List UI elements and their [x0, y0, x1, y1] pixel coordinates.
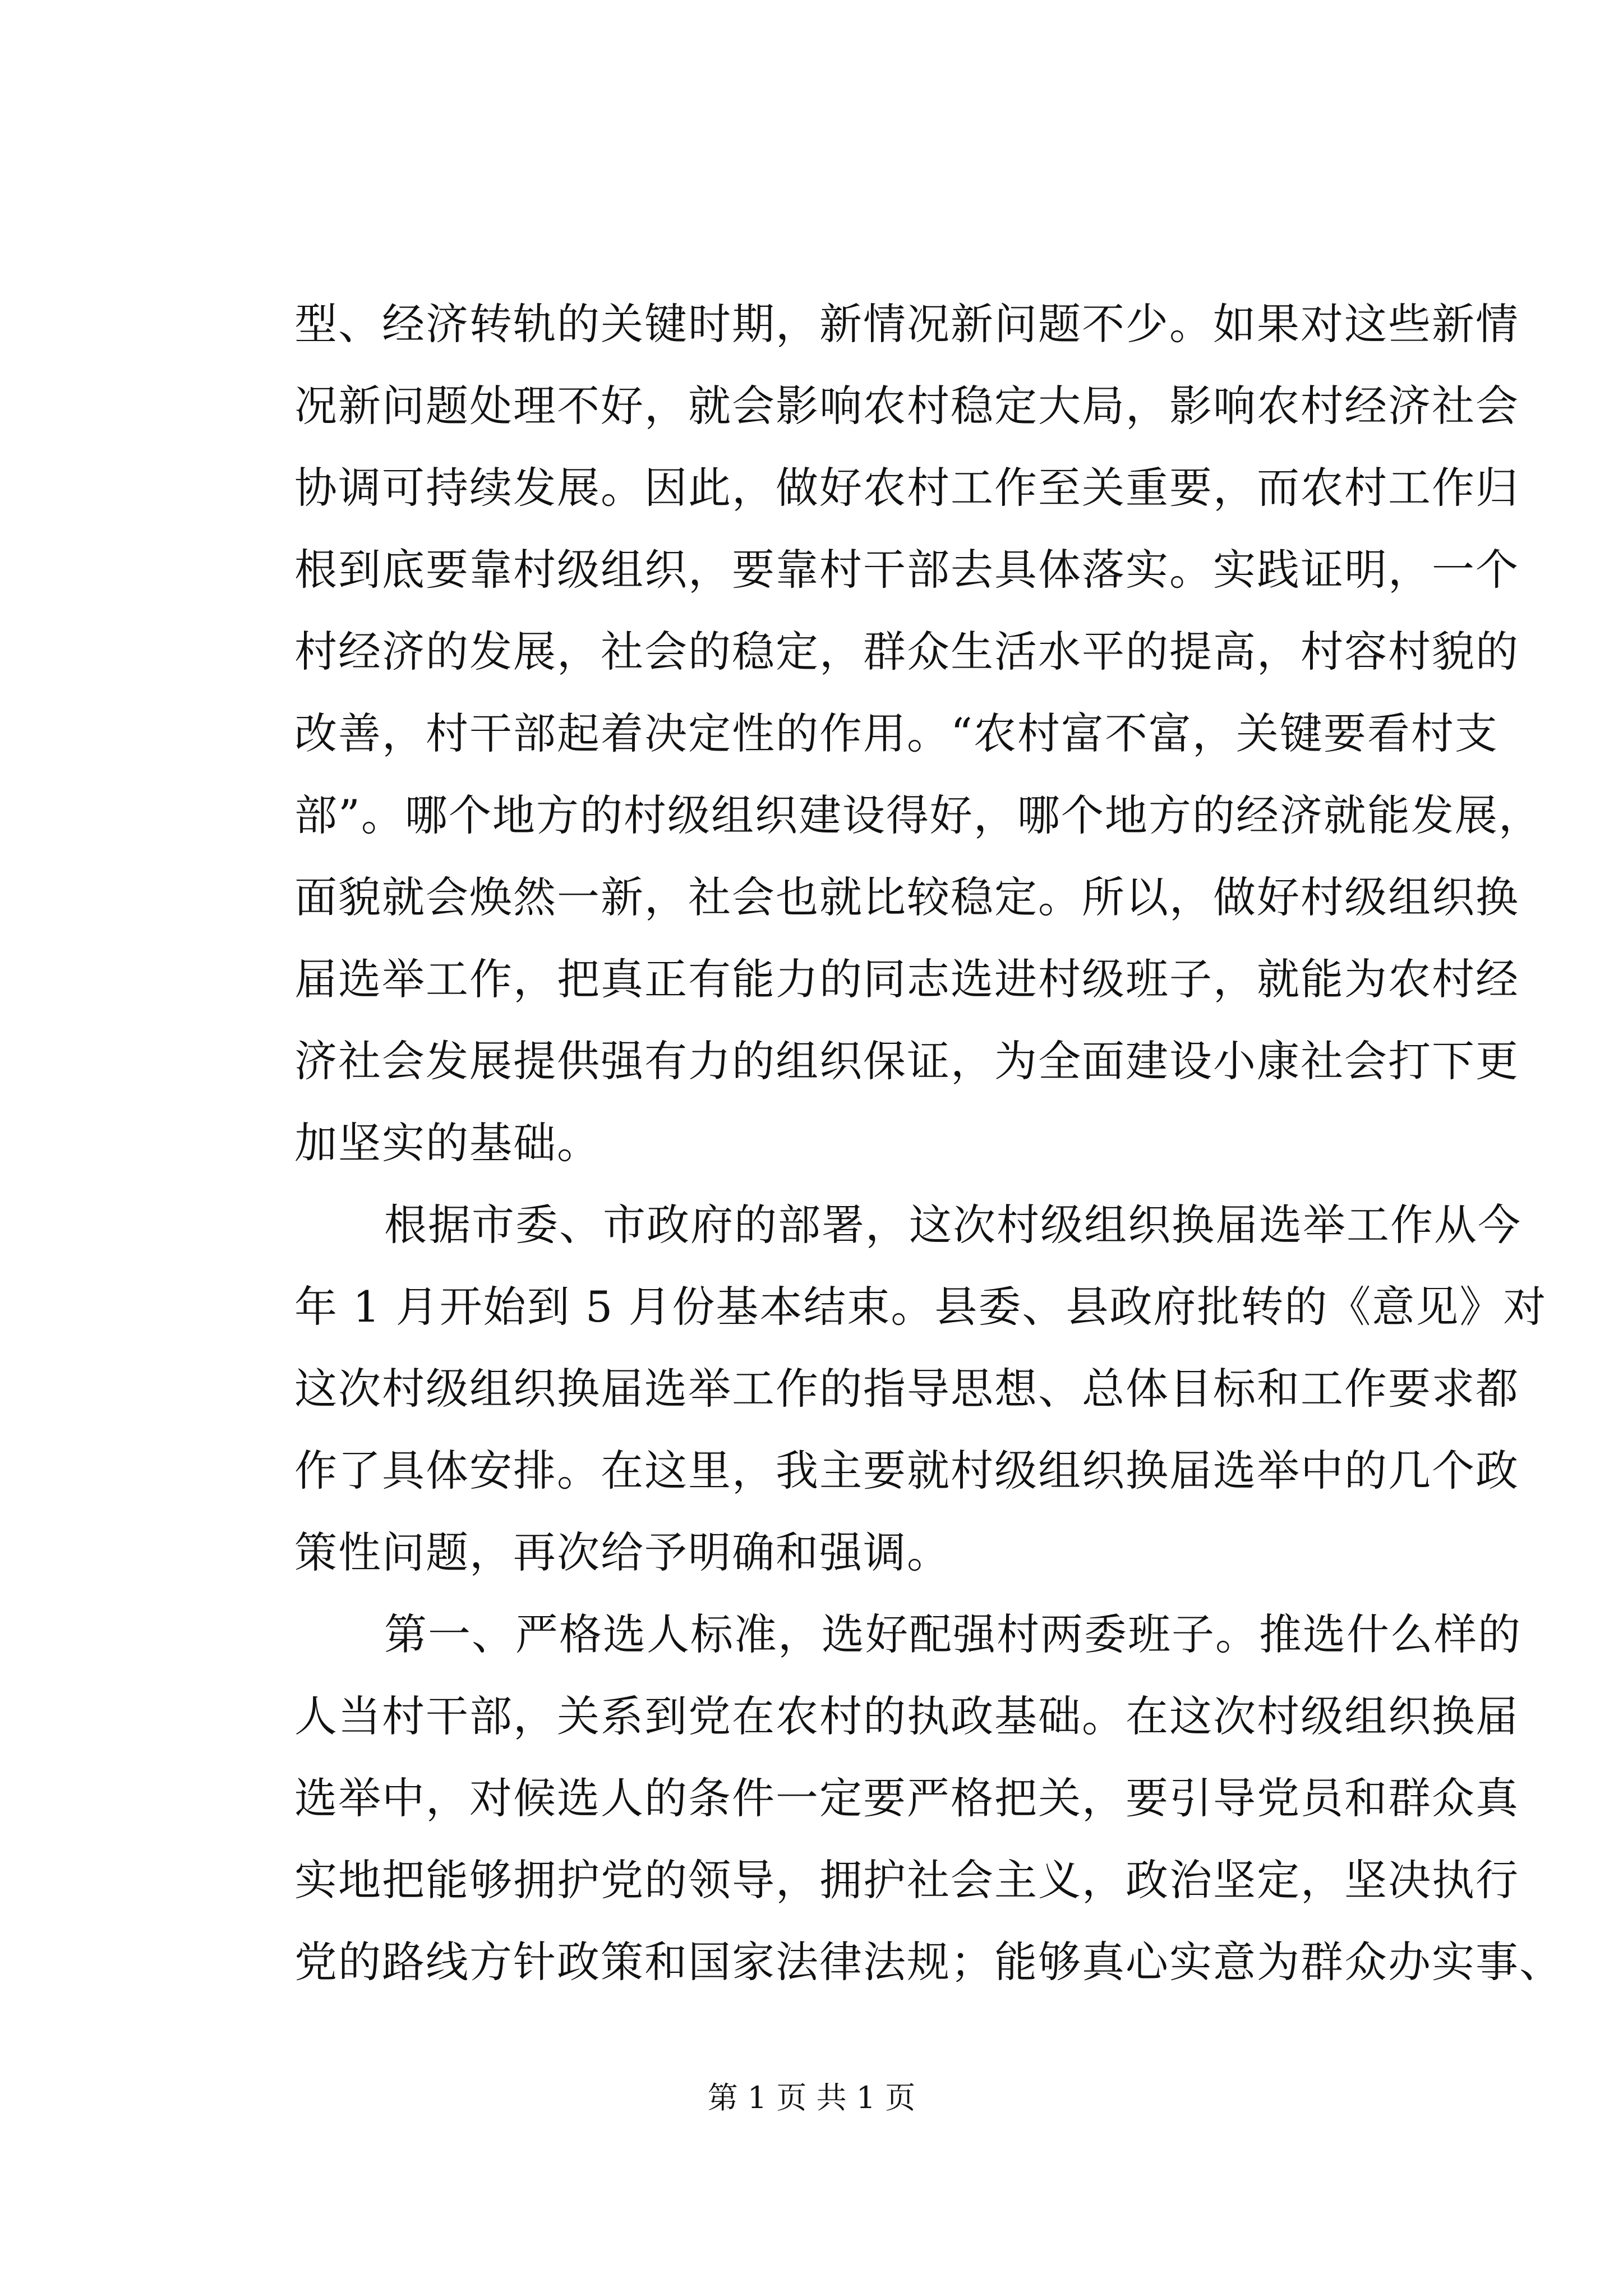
- text-line: 实地把能够拥护党的领导，拥护社会主义，政治坚定，坚决执行: [294, 1855, 1519, 1905]
- paragraph-3: [294, 1594, 1563, 2003]
- paragraph-1: [294, 283, 1542, 1184]
- text-line: 况新问题处理不好，就会影响农村稳定大局，影响农村经济社会: [294, 381, 1519, 431]
- text-line: 改善，村干部起着决定性的作用。“农村富不富，关键要看村支: [294, 708, 1498, 758]
- text-line: 第一、严格选人标准，选好配强村两委班子。推选什么样的: [384, 1609, 1521, 1659]
- text-line: 年 1 月开始到 5 月份基本结束。县委、县政府批转的《意见》对: [294, 1282, 1547, 1332]
- page-number-label: 第 1 页 共 1 页: [707, 2080, 916, 2115]
- text-line: 党的路线方针政策和国家法律法规；能够真心实意为群众办实事、: [294, 1937, 1563, 1987]
- text-line: 作了具体安排。在这里，我主要就村级组织换届选举中的几个政: [294, 1446, 1519, 1496]
- text-line: 济社会发展提供强有力的组织保证，为全面建设小康社会打下更: [294, 1036, 1519, 1086]
- text-line: 根到底要靠村级组织，要靠村干部去具体落实。实践证明，一个: [294, 545, 1519, 595]
- text-line: 根据市委、市政府的部署，这次村级组织换届选举工作从今: [384, 1200, 1521, 1250]
- text-line: 选举中，对候选人的条件一定要严格把关，要引导党员和群众真: [294, 1773, 1519, 1823]
- text-line: 面貌就会焕然一新，社会也就比较稳定。所以，做好村级组织换: [294, 872, 1519, 922]
- text-line: 协调可持续发展。因此，做好农村工作至关重要，而农村工作归: [294, 463, 1519, 513]
- text-line: 这次村级组织换届选举工作的指导思想、总体目标和工作要求都: [294, 1364, 1519, 1414]
- text-line: 策性问题，再次给予明确和强调。: [294, 1527, 951, 1577]
- document-body: [294, 283, 1563, 2003]
- text-line: 加坚实的基础。: [294, 1118, 601, 1168]
- text-line: 型、经济转轨的关键时期，新情况新问题不少。如果对这些新情: [294, 299, 1519, 349]
- page-footer: [0, 2076, 1623, 2120]
- text-line: 人当村干部，关系到党在农村的执政基础。在这次村级组织换届: [294, 1691, 1519, 1741]
- paragraph-2: [294, 1184, 1547, 1594]
- text-line: 村经济的发展，社会的稳定，群众生活水平的提高，村容村貌的: [294, 627, 1519, 677]
- text-line: 届选举工作，把真正有能力的同志选进村级班子，就能为农村经: [294, 954, 1519, 1004]
- text-line: 部”。哪个地方的村级组织建设得好，哪个地方的经济就能发展，: [294, 790, 1542, 840]
